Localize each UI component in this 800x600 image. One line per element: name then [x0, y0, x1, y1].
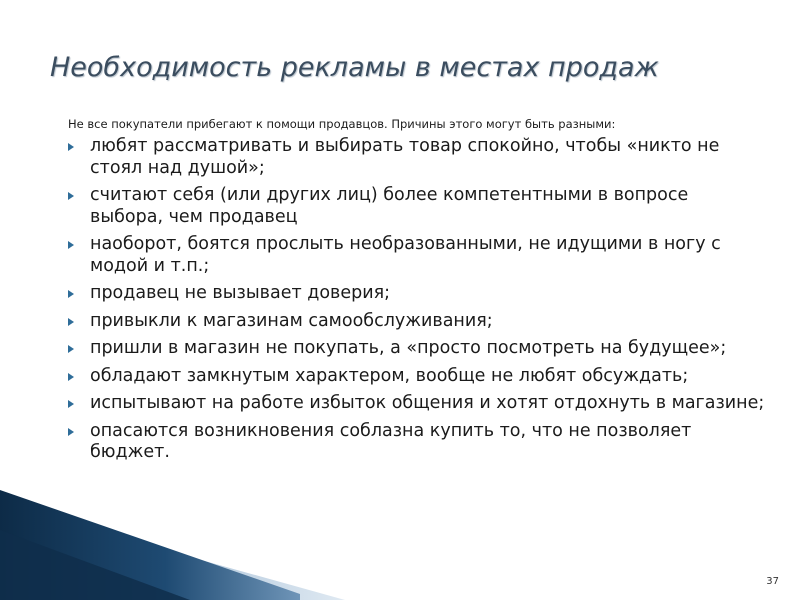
intro-text: Не все покупатели прибегают к помощи продавцов. Причины этого могут быть разными:	[68, 117, 616, 131]
list-item-text: обладают замкнутым характером, вообще не любят обсуждать;	[90, 365, 689, 386]
list-item-text: пришли в магазин не покупать, а «просто посмотреть на будущее»;	[90, 338, 727, 358]
reasons-list	[66, 136, 766, 470]
list-item	[66, 366, 766, 388]
list-item-text: продавец не вызывает доверия;	[90, 283, 391, 303]
list-item	[66, 311, 766, 333]
list-item-text: опасаются возникновения соблазна купить то, что не позволяет бюджет.	[90, 420, 692, 462]
triangle-bullet-icon	[68, 400, 74, 408]
triangle-bullet-icon	[68, 345, 74, 353]
list-item-text: любят рассматривать и выбирать товар спокойно, чтобы «никто не стоял над душой»;	[90, 136, 720, 178]
triangle-bullet-icon	[68, 318, 74, 326]
triangle-bullet-icon	[68, 290, 74, 298]
triangle-bullet-icon	[68, 373, 74, 381]
list-item	[66, 393, 766, 415]
list-item-text: привыкли к магазинам самообслуживания;	[90, 310, 493, 331]
list-item	[66, 338, 766, 360]
list-item-text: наоборот, боятся прослыть необразованными, не идущими в ногу с модой и т.п.;	[90, 234, 721, 276]
list-item-text: испытывают на работе избыток общения и хотят отдохнуть в магазине;	[90, 393, 765, 413]
triangle-bullet-icon	[68, 428, 74, 436]
list-item	[66, 421, 766, 464]
list-item-text: считают себя (или других лиц) более компетентными в вопросе выбора, чем продавец	[90, 185, 689, 227]
list-item	[66, 136, 766, 179]
triangle-bullet-icon	[68, 143, 74, 151]
list-item	[66, 185, 766, 228]
triangle-bullet-icon	[68, 241, 74, 249]
page-number: 37	[766, 576, 779, 587]
corner-swoosh-decoration	[0, 490, 380, 600]
triangle-bullet-icon	[68, 192, 74, 200]
list-item	[66, 283, 766, 305]
slide-title: Необходимость рекламы в местах продаж	[50, 52, 659, 83]
list-item	[66, 234, 766, 277]
